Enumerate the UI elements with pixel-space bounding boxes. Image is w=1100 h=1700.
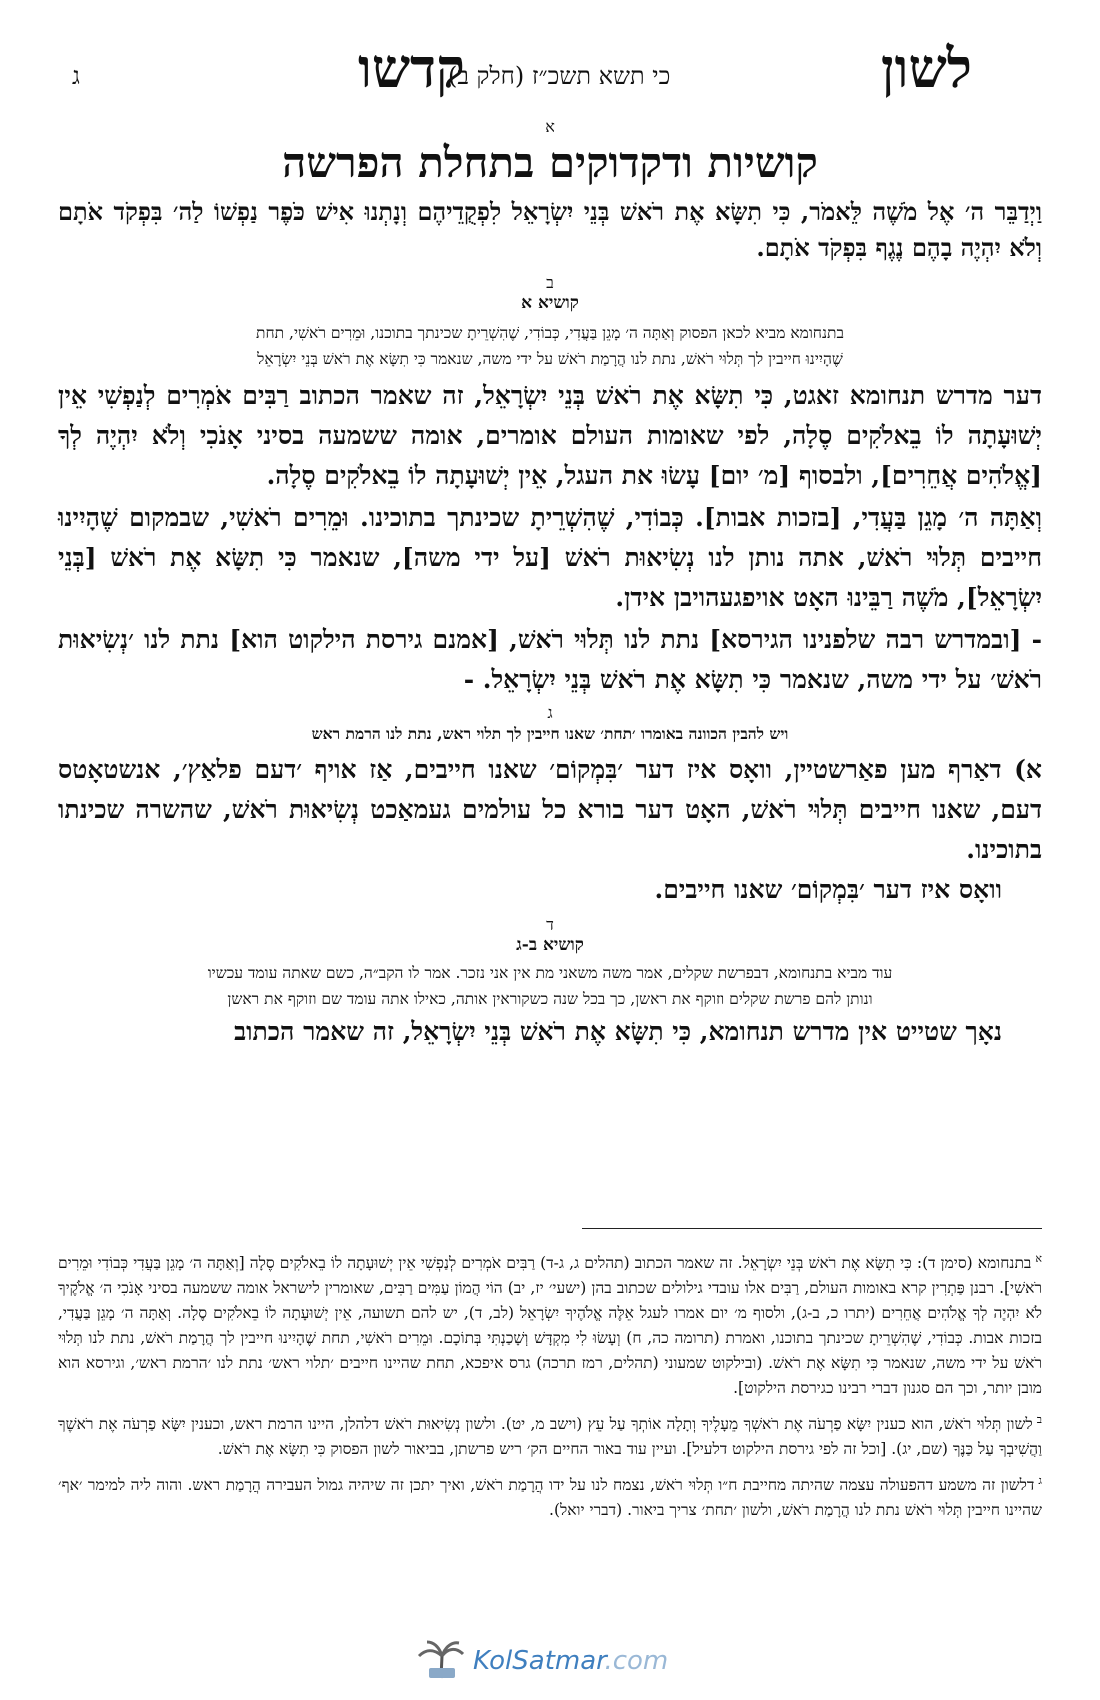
footnote [58, 1407, 1042, 1462]
body-paragraph: א) דאַרף מען פאַרשטיין, וואָס איז דער ׳בִּמְקוֹם׳ שאנו חייבים, אַז אויף ׳דעם פלאַץ׳, אנשטאָטס דעם, שאנו חייבים תְּלוּי רֹאשׁ, האָט דער בורא כל עולמים געמאַכט נְשִׂיאוּת רֹאשׁ, שהשרה שכינתו בתוכינו. [58, 755, 1042, 864]
body-paragraph: - [ובמדרש רבה שלפנינו הגירסא] נתת לנו תְּלוּי רֹאשׁ, [אמנם גירסת הילקוט הוא] נתת לנו ׳נְשִׂיאוּת רֹאשׁ׳ על ידי משה, שנאמר כִּי תִשָּׂא אֶת רֹאשׁ בְּנֵי יִשְׂרָאֵל. - [58, 625, 1042, 694]
section-title: קושיות ודקדוקים בתחלת הפרשה [282, 138, 818, 187]
body-paragraph: דער מדרש תנחומא זאגט, כִּי תִשָּׂא אֶת רֹאשׁ בְּנֵי יִשְׂרָאֵל, זה שאמר הכתוב רַבִּים אֹמְרִים לְנַפְשִׁי אֵין יְשׁוּעָתָה לוֹ בֵאלֹקִים סֶלָה, לפי שאומות העולם אומרים, אומה ששמעה בסיני אָנֹכִי וְלֹא יִהְיֶה לְךָ [אֱלֹהִים אֲחֵרִים], ולבסוף [מ׳ יום] עָשׂוּ את העגל, אֵין יְשׁוּעָתָה לוֹ בֵאלֹקִים סֶלָה. [58, 381, 1042, 490]
source-quote: שֶׁהָיִינוּ חייבין לך תְּלוּי רֹאשׁ, נתת לנו הֲרָמַת רֹאשׁ על ידי משה, שנאמר כִּי תִשָּׂא אֶת רֹאשׁ בְּנֵי יִשְׂרָאֵל [257, 350, 843, 368]
page-header [58, 36, 1042, 108]
logo-domain: .com [604, 1646, 669, 1676]
source-quote: בתנחומא מביא לכאן הפסוק וְאַתָּה ה׳ מָגֵן בַּעֲדִי, כְּבוֹדִי, שֶׁהִשְׁרֵיתָ שכינתך בתוכנו, וּמֵרִים רֹאשִׁי, תחת [256, 324, 844, 342]
header-parsha: כי תשא תשכ״ז (חלק ב) [448, 62, 671, 90]
source-quote: ונותן להם פרשת שקלים וזוקף את ראשן, כך בכל שנה כשקוראין אותה, כאילו אתה עומד שם וזוקף את ראשן [227, 990, 873, 1008]
footnote-text: בתנחומא (סימן ד): כִּי תִשָּׂא אֶת רֹאשׁ בְּנֵי יִשְׂרָאֵל. זה שאמר הכתוב (תהלים ג, ג-ד) רַבִּים אֹמְרִים לְנַפְשִׁי אֵין יְשׁוּעָתָה לוֹ בֵאלֹקִים סֶלָה [וְאַתָּה ה׳ מָגֵן בַּעֲדִי כְּבוֹדִי וּמֵרִים רֹאשִׁי]. רבנן פַּתְרִין קרא באומות העולם, רַבִּים אלו עובדי גילולים שכתוב בהן (ישעי׳ יז, יב) הוֹי הֲמוֹן עַמִּים רַבִּים, שאומרין לישראל אומה ששמעה בסיני אָנֹכִי ה׳ אֱלֹקֶיךָ לֹא יִהְיֶה לְךָ אֱלֹהִים אֲחֵרִים (יתרו כ, ב-ג), ולסוף מ׳ יום אמרו לעגל אֵלֶּה אֱלֹהֶיךָ יִשְׂרָאֵל (לב, ד), יש להם תשועה, אֵין יְשׁוּעָתָה לוֹ בֵאלֹקִים סֶלָה. וְאַתָּה ה׳ מָגֵן בַּעֲדִי, בזכות אבות. כְּבוֹדִי, שֶׁהִשְׁרֵיתָ שכינתך בתוכנו, ואמרת (תרומה כה, ח) וְעָשׂוּ לִי מִקְדָּשׁ וְשָׁכַנְתִּי בְּתוֹכָם. וּמֵרִים רֹאשִׁי, תחת שֶׁהָיִינוּ חייבין לך הֲרָמַת רֹאשׁ, נתת לנו תְּלוּי רֹאשׁ על ידי משה, שנאמר כִּי תִשָּׂא אֶת רֹאשׁ. (ובילקוט שמעוני (תהלים, רמז תרכה) גרס איפכא, תחת שהיינו חייבים ׳תלוי ראש׳ נתת לנו ׳הרמת ראש׳, וגירסא הוא מובן יותר, וכך הם סגנון דברי רבינו כגירסת הילקוט]. [58, 1254, 1042, 1398]
page-number: ג [72, 62, 80, 90]
footnote-mark: ב [1036, 1413, 1042, 1427]
section-letter: ד [546, 915, 554, 934]
footnote-mark: ג [1038, 1474, 1042, 1488]
source-quote: עוד מביא בתנחומא, דבפרשת שקלים, אמר משה משאני מת אין אני נזכר. אמר לו הקב״ה, כשם שאתה עומד עכשיו [207, 964, 893, 982]
section-letter: ב [546, 273, 554, 292]
header-title-right: לשון [880, 36, 972, 100]
body-paragraph: נאָך שטייט אין מדרש תנחומא, כִּי תִשָּׂא אֶת רֹאשׁ בְּנֵי יִשְׂרָאֵל, זה שאמר הכתוב [234, 1017, 1002, 1046]
section-letter: ג [547, 703, 553, 722]
footnote [58, 1468, 1042, 1523]
section-subhead: קושיא ב-ג [516, 935, 584, 955]
kolsatmar-logo [415, 1638, 669, 1682]
section-subhead: ויש להבין הכוונה באומרו ׳תחת׳ שאנו חייבין לך תלוי ראש, נתת לנו הרמת ראש [311, 724, 789, 743]
footnotes [58, 1246, 1042, 1529]
body-paragraph: וְאַתָּה ה׳ מָגֵן בַּעֲדִי, [בזכות אבות]. כְּבוֹדִי, שֶׁהִשְׁרֵיתָ שכינתך בתוכינו. וּמֵרִים רֹאשִׁי, שבמקום שֶׁהָיִינוּ חייבים תְּלוּי רֹאשׁ, אתה נותן לנו נְשִׂיאוּת רֹאשׁ [על ידי משה], שנאמר כִּי תִשָּׂא אֶת רֹאשׁ [בְּנֵי יִשְׂרָאֵל], מֹשֶׁה רַבֵּינוּ האָט אויפגעהויבן אידן. [58, 503, 1042, 612]
document-page [58, 0, 1042, 1700]
palm-tree-icon [415, 1638, 467, 1682]
logo-name: KolSatmar [473, 1646, 605, 1676]
section-subhead: קושיא א [521, 293, 579, 313]
body-paragraph: וואָס איז דער ׳בִּמְקוֹם׳ שאנו חייבים. [654, 875, 1002, 904]
footnote-mark: א [1035, 1252, 1042, 1265]
verse-text: וַיְדַבֵּר ה׳ אֶל מֹשֶׁה לֵּאמֹר, כִּי תִשָּׂא אֶת רֹאשׁ בְּנֵי יִשְׂרָאֵל לִפְקֻדֵיהֶם וְנָתְנוּ אִישׁ כֹּפֶר נַפְשׁוֹ לַה׳ בִּפְקֹד אֹתָם וְלֹא יִהְיֶה בָהֶם נֶגֶף בִּפְקֹד אֹתָם. [58, 197, 1042, 262]
footnote-divider [582, 1228, 1042, 1229]
footnote-text: לשון תְּלוּי רֹאשׁ, הוא כענין יִשָּׂא פַרְעֹה אֶת רֹאשְׁךָ מֵעָלֶיךָ וְתָלָה אוֹתְךָ עַל עֵץ (וישב מ, יט). ולשון נְשִׂיאוּת רֹאשׁ דלהלן, היינו הרמת ראש, וכענין יִשָּׂא פַרְעֹה אֶת רֹאשֶׁךָ וַהֲשִׁיבְךָ עַל כַּנֶּךָ (שם, יג). [וכל זה לפי גירסת הילקוט דלעיל]. ועיין עוד באור החיים הק׳ ריש פרשתן, בביאור לשון הפסוק כִּי תִשָּׂא אֶת רֹאשׁ. [58, 1415, 1042, 1459]
footnote [58, 1246, 1042, 1401]
main-content [58, 118, 1042, 1052]
section-letter: א [545, 117, 555, 136]
footnote-text: דלשון זה משמע דהפעולה עצמה שהיתה מחייבת ח״ו תְּלוּי רֹאשׁ, נצמח לנו על ידו הֲרָמַת רֹאשׁ, ואיך יתכן זה שיהיה גמול העבירה הֲרָמַת ראש. והוה ליה למימר ׳אף׳ שהיינו חייבין תְּלוּי רֹאשׁ נתת לנו הֲרָמַת רֹאשׁ, ולשון ׳תחת׳ צריך ביאור. (דברי יואל). [58, 1476, 1042, 1520]
header-title-left: קדשו [358, 36, 465, 100]
